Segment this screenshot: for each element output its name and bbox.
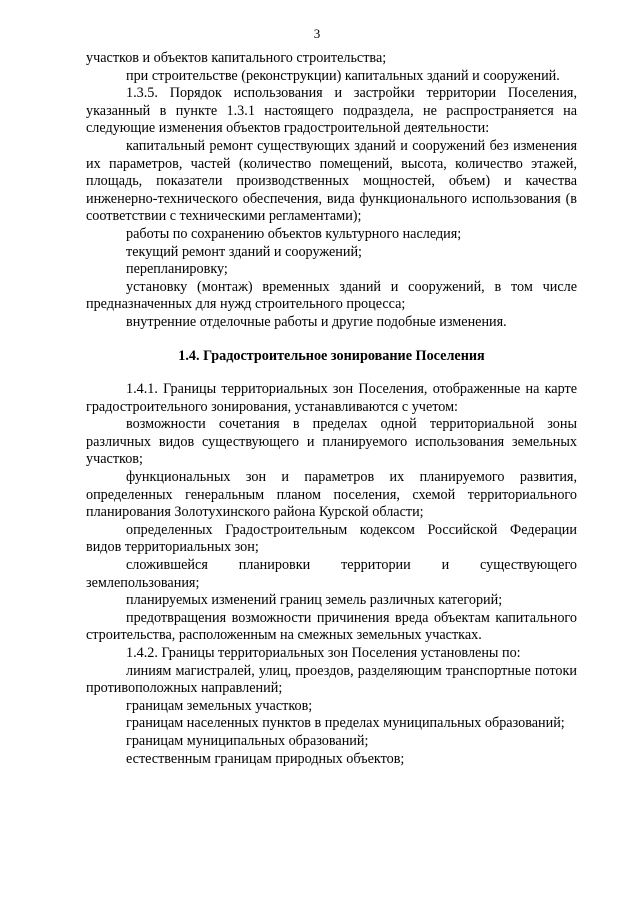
page-number: 3: [313, 26, 321, 41]
paragraph: текущий ремонт зданий и сооружений;: [126, 243, 362, 260]
paragraph: внутренние отделочные работы и другие подобные изменения.: [126, 313, 507, 330]
paragraph: линиям магистралей, улиц, проездов, разделяющим транспортные потоки противоположных направлений;: [86, 662, 577, 697]
document-body: [86, 50, 577, 768]
paragraph: определенных Градостроительным кодексом Российской Федерации видов территориальных зон;: [86, 521, 577, 556]
paragraph: капитальный ремонт существующих зданий и сооружений без изменения их параметров, частей (количество помещений, высота, количество этажей, площадь, показатели производственных мощностей, объем) и качества инженерно-технического обеспечения, вида функционального использования (в соответствии с техническими регламентами);: [86, 137, 577, 225]
paragraph: 1.3.5. Порядок использования и застройки территории Поселения, указанный в пункте 1.3.1 настоящего подраздела, не распространяется на следующие изменения объектов градостроительной деятельности:: [86, 85, 577, 137]
paragraph: установку (монтаж) временных зданий и сооружений, в том числе предназначенных для нужд строительного процесса;: [86, 278, 577, 313]
paragraph: при строительстве (реконструкции) капитальных зданий и сооружений.: [126, 67, 560, 84]
paragraph: возможности сочетания в пределах одной территориальной зоны различных видов существующего и планируемого использования земельных участков;: [86, 416, 577, 468]
paragraph: перепланировку;: [126, 261, 228, 278]
section-heading: 1.4. Градостроительное зонирование Поселения: [178, 347, 485, 364]
paragraph: границам земельных участков;: [126, 697, 313, 714]
paragraph: предотвращения возможности причинения вреда объектам капитального строительства, расположенным на смежных земельных участках.: [86, 609, 577, 644]
paragraph: функциональных зон и параметров их планируемого развития, определенных генеральным планом поселения, схемой территориального планирования Золотухинского района Курской области;: [86, 469, 577, 521]
paragraph: границам населенных пунктов в пределах муниципальных образований;: [126, 715, 565, 732]
paragraph: границам муниципальных образований;: [126, 732, 369, 749]
paragraph: 1.4.2. Границы территориальных зон Поселения установлены по:: [126, 645, 521, 661]
paragraph: работы по сохранению объектов культурного наследия;: [126, 225, 462, 242]
paragraph: планируемых изменений границ земель различных категорий;: [126, 592, 503, 609]
paragraph: 1.4.1. Границы территориальных зон Поселения, отображенные на карте градостроительного зонирования, устанавливаются с учетом:: [86, 381, 577, 415]
paragraph: сложившейся планировки территории и существующего землепользования;: [86, 557, 577, 591]
paragraph: естественным границам природных объектов;: [126, 750, 405, 767]
paragraph: участков и объектов капитального строительства;: [86, 50, 387, 66]
